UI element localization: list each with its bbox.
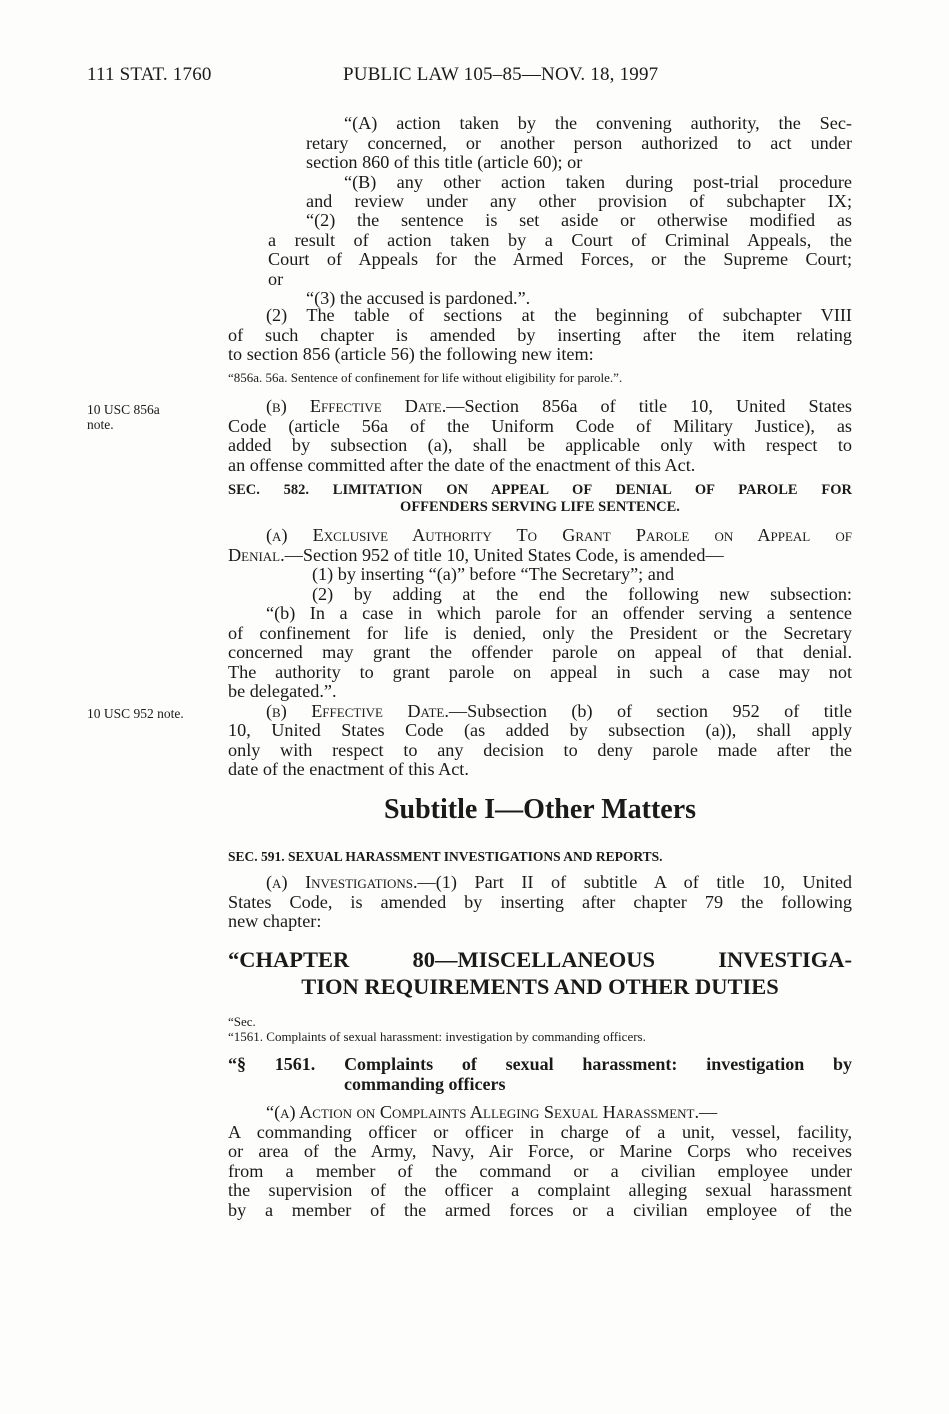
text-line [228,397,852,417]
chapter-toc [228,1014,852,1044]
text-line: be delegated.”. [228,681,337,701]
clause-2-block [268,211,852,309]
text-line: or area of the Army, Navy, Air Force, or Marine Corps who receives [228,1141,852,1161]
text-run: —(1) Part II of subtitle A of title 10, United [417,872,852,892]
text-line [228,873,852,893]
section-heading-line: SEC. 591. SEXUAL HARASSMENT INVESTIGATIONS AND REPORTS. [228,849,663,864]
page-header-title: PUBLIC LAW 105–85—NOV. 18, 1997 [343,64,659,85]
text-line: retary concerned, or another person authorized to act under [306,132,852,153]
text-line: (2) by adding at the end the following new subsection: [312,583,852,604]
text-line: to section 856 (article 56) the following new item: [228,344,594,364]
section-591 [228,848,852,932]
text-line: new chapter: [228,911,322,931]
chapter-heading-line: TION REQUIREMENTS AND OTHER DUTIES [301,974,779,999]
margin-note-line: note. [87,417,114,432]
text-line: “(B) any other action taken during post-trial procedure [344,171,852,192]
text-line: the supervision of the officer a complaint alleging sexual harassment [228,1180,852,1200]
toc-item: “1561. Complaints of sexual harassment: investigation by commanding officers. [228,1029,646,1044]
text-run: —Section 952 of title 10, United States Code, is amended— [284,544,724,565]
text-line: from a member of the command or a civilian employee under [228,1160,852,1181]
text-line: 10, United States Code (as added by subsection (a)), shall apply [228,720,852,740]
text-run: —Subsection (b) of section 952 of title [448,700,852,721]
page-stat-citation: 111 STAT. 1760 [87,64,212,85]
text-line: “(b) In a case in which parole for an offender serving a sentence [266,603,852,623]
text-line: date of the enactment of this Act. [228,759,469,779]
text-line: or [268,268,284,289]
text-line: of confinement for life is denied, only the President or the Secretary [228,622,852,643]
text-line: The authority to grant parole on appeal in such a case may not [228,661,852,682]
text-line: Court of Appeals for the Armed Forces, or the Supreme Court; [268,249,852,269]
text-line: Code (article 56a of the Uniform Code of Military Justice), as [228,415,852,436]
clause-a-block [306,114,852,212]
text-line: a result of action taken by a Court of Criminal Appeals, the [268,229,852,250]
margin-note-856a [87,402,160,432]
toc-sec-label: “Sec. [228,1014,256,1029]
section-heading-line: OFFENDERS SERVING LIFE SENTENCE. [400,499,680,515]
section-1561-body [228,1103,852,1220]
section-heading-line: SEC. 582. LIMITATION ON APPEAL OF DENIAL OF PAROLE FOR [228,482,852,498]
text-line: “(3) the accused is pardoned.”. [306,288,531,308]
section-heading-line: commanding officers [344,1073,506,1094]
text-line: only with respect to any decision to deny parole made after the [228,739,852,760]
new-item-line: “856a. 56a. Sentence of confinement for life without eligibility for parole.”. [228,369,623,385]
chapter-heading-line: “CHAPTER 80—MISCELLANEOUS INVESTIGA- [228,947,852,972]
section-582-body [228,526,852,780]
text-line [228,1103,852,1123]
subsection-heading: Denial. [228,544,285,565]
subtitle-heading: Subtitle I—Other Matters [383,794,697,825]
text-line: by a member of the armed forces or a civilian employee of the [228,1199,852,1220]
text-line: an offense committed after the date of the enactment of this Act. [228,454,696,475]
text-line: (2) The table of sections at the beginning of subchapter VIII [266,305,852,325]
amendment-block [228,306,852,385]
text-line: concerned may grant the offender parole on appeal of that denial. [228,642,852,662]
text-line [228,546,852,566]
text-line: States Code, is amended by inserting after chapter 79 the following [228,891,852,912]
effective-date-block-1 [228,397,852,475]
text-run: — [699,1102,718,1122]
text-line: and review under any other provision of subchapter IX; [306,191,852,211]
margin-note-952: 10 USC 952 note. [87,706,184,721]
chapter-80-heading [228,946,852,1000]
text-line: section 860 of this title (article 60); or [306,152,583,172]
effective-date-heading: (b) Effective Date. [266,700,449,721]
text-line: “(2) the sentence is set aside or otherwise modified as [306,210,852,230]
text-line: (1) by inserting “(a)” before “The Secretary”; and [312,564,675,584]
section-heading-line: “§ 1561. Complaints of sexual harassment: investigation by [228,1054,852,1074]
section-582-heading [228,482,852,516]
text-line: added by subsection (a), shall be applicable only with respect to [228,435,852,455]
text-line: A commanding officer or officer in charge of a unit, vessel, facility, [228,1121,852,1142]
subsection-heading: (a) Exclusive Authority To Grant Parole on Appeal of [266,525,852,545]
subsection-heading: (a) Investigations. [266,872,418,892]
margin-note-line: 10 USC 856a [87,402,160,417]
text-line: of such chapter is amended by inserting after the item relating [228,324,852,345]
text-line: “(A) action taken by the convening authority, the Sec- [344,113,852,133]
text-run: —Section 856a of title 10, United States [446,396,853,416]
subsection-heading: “(a) Action on Complaints Alleging Sexual Harassment. [266,1102,700,1122]
text-line [228,702,852,722]
effective-date-heading: (b) Effective Date. [266,396,447,416]
section-1561-heading [228,1055,852,1094]
